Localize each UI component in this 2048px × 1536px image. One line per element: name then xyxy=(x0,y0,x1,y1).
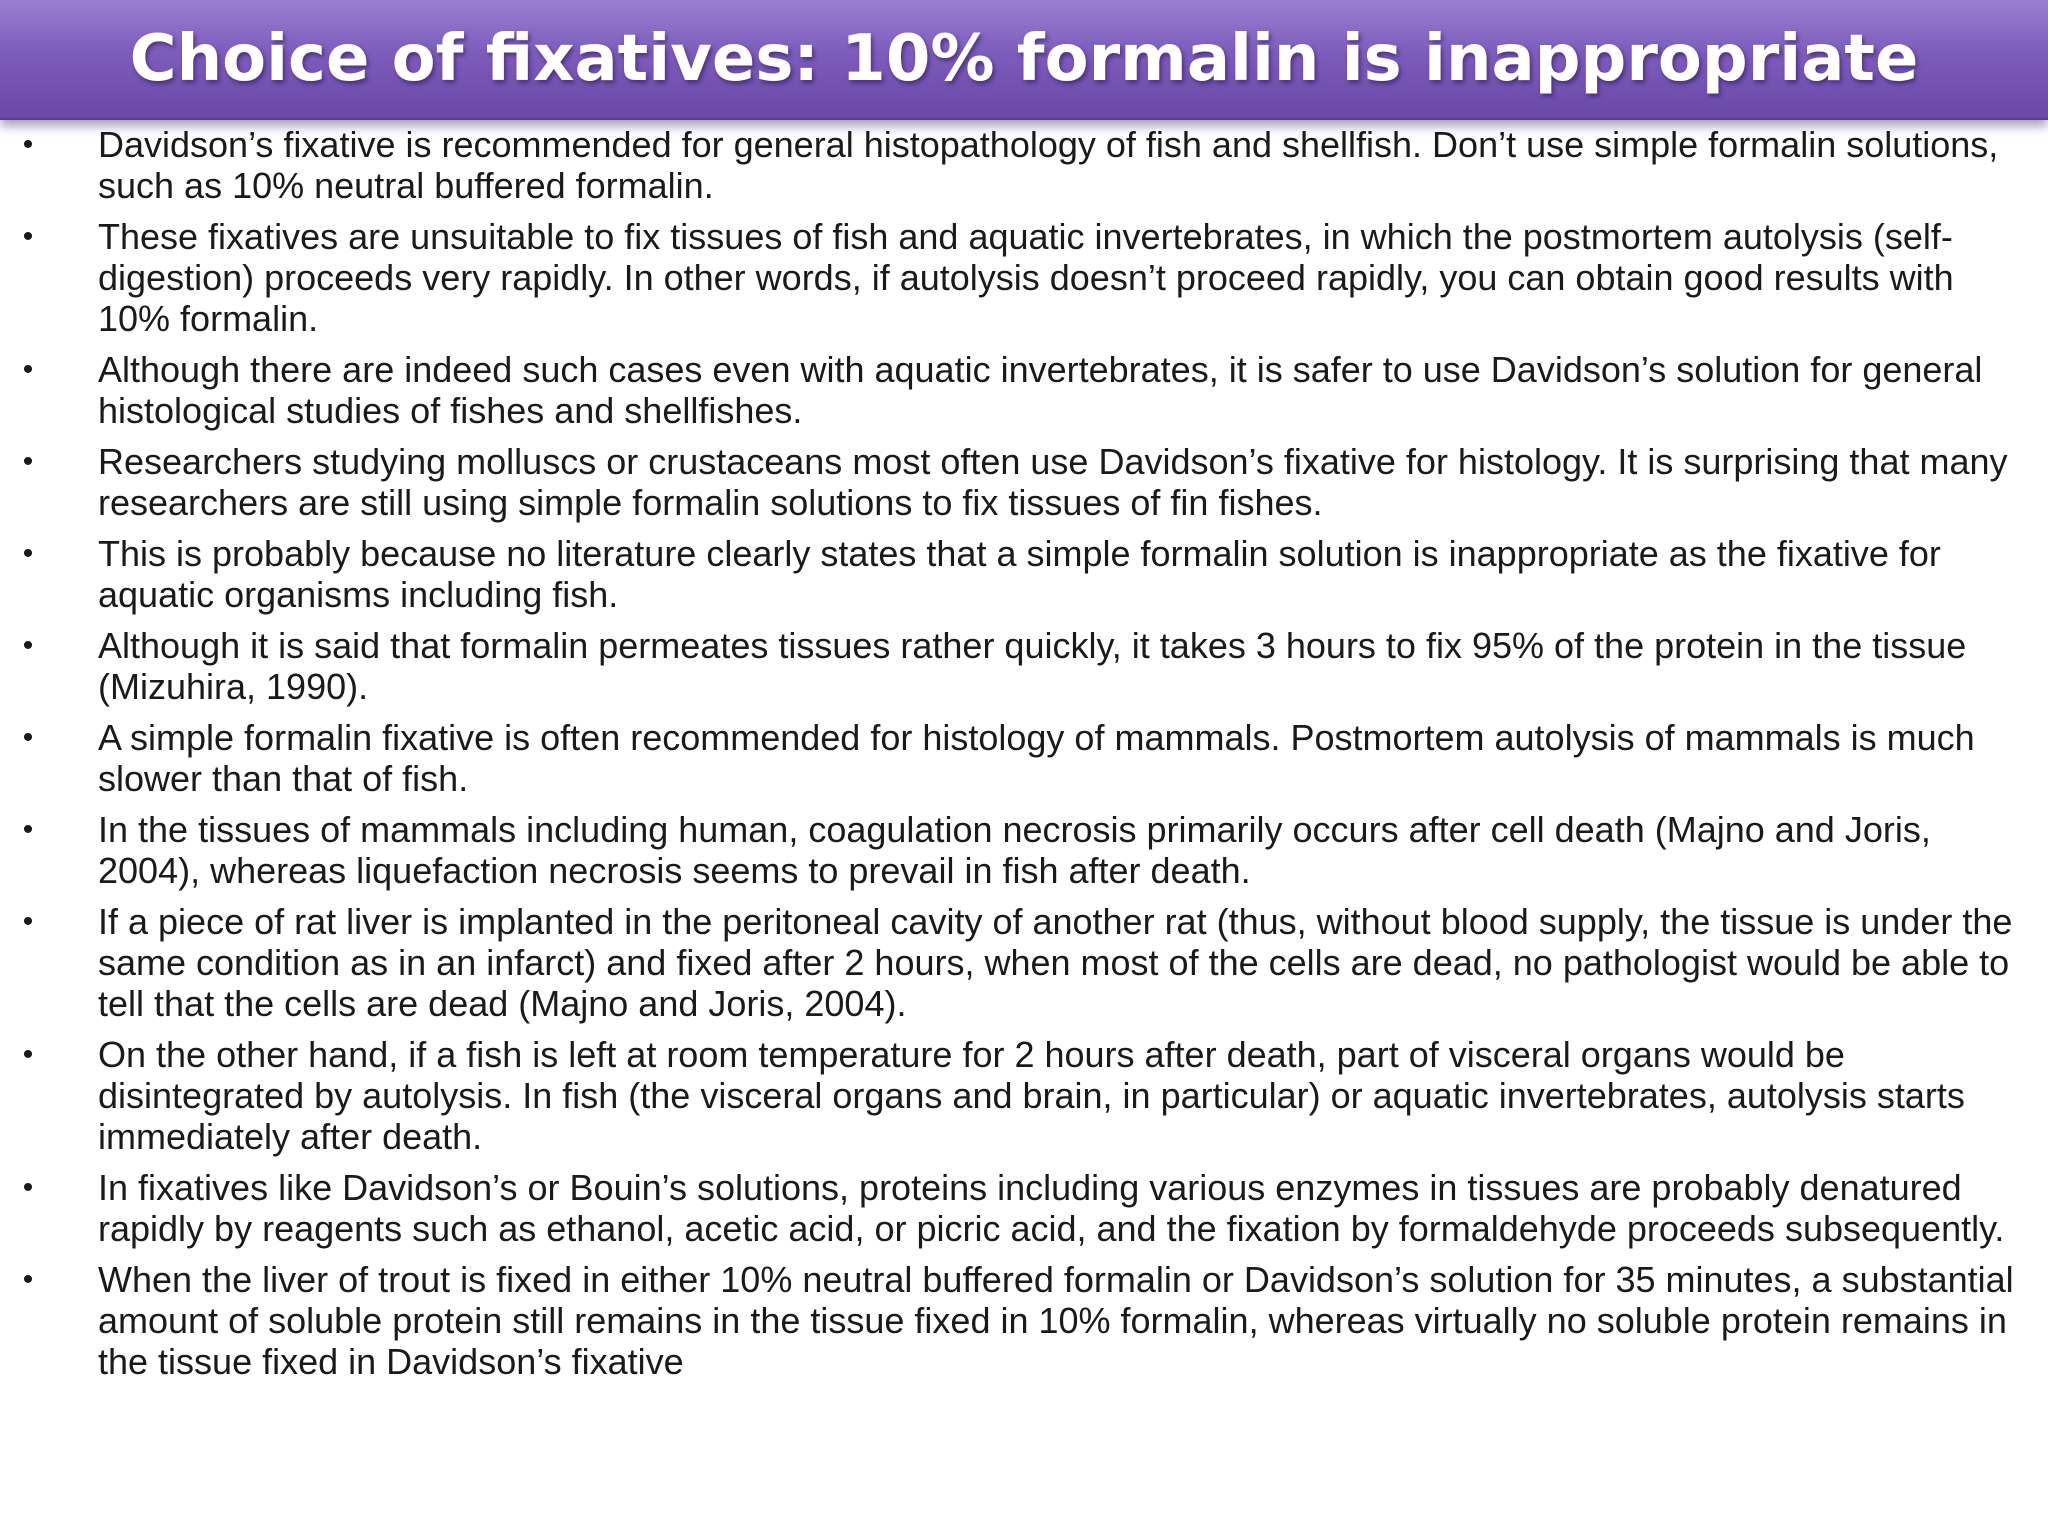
bullet-text: Researchers studying molluscs or crustaceans most often use Davidson’s fixative for histology. It is surprising that many researchers are still using simple formalin solutions to fix tissues of fin fishes. xyxy=(98,441,2008,523)
bullet-text: Although it is said that formalin permeates tissues rather quickly, it takes 3 hours to fix 95% of the protein in the tissue (Mizuhira, 1990). xyxy=(98,625,1967,707)
bullet-marker: • xyxy=(22,537,34,570)
bullet-item xyxy=(0,1034,2048,1157)
bullet-item xyxy=(0,717,2048,799)
bullet-text: In the tissues of mammals including human, coagulation necrosis primarily occurs after cell death (Majno and Joris, 2004), whereas liquefaction necrosis seems to prevail in fish after death. xyxy=(98,809,1931,891)
bullet-text: These fixatives are unsuitable to fix tissues of fish and aquatic invertebrates, in which the postmortem autolysis (self-digestion) proceeds very rapidly. In other words, if autolysis doesn’t proceed rapidly, you can obtain good results with 10% formalin. xyxy=(98,216,1954,339)
bullet-text: In fixatives like Davidson’s or Bouin’s solutions, proteins including various enzymes in tissues are probably denatured rapidly by reagents such as ethanol, acetic acid, or picric acid, and the fixation by formaldehyde proceeds subsequently. xyxy=(98,1167,2005,1249)
bullet-item xyxy=(0,809,2048,891)
title-bar xyxy=(0,0,2048,120)
bullet-marker: • xyxy=(22,629,34,662)
bullet-item xyxy=(0,441,2048,523)
bullet-text: This is probably because no literature clearly states that a simple formalin solution is inappropriate as the fixative for aquatic organisms including fish. xyxy=(98,533,1941,615)
bullet-item xyxy=(0,1259,2048,1382)
slide-title: Choice of fixatives: 10% formalin is inappropriate xyxy=(129,22,1919,96)
bullet-marker: • xyxy=(22,813,34,846)
bullet-marker: • xyxy=(22,220,34,253)
bullet-text: If a piece of rat liver is implanted in the peritoneal cavity of another rat (thus, without blood supply, the tissue is under the same condition as in an infarct) and fixed after 2 hours, when most of the cells are dead, no pathologist would be able to tell that the cells are dead (Majno and Joris, 2004). xyxy=(98,901,2013,1024)
bullet-text: Davidson’s fixative is recommended for general histopathology of fish and shellfish. Don’t use simple formalin solutions, such as 10% neutral buffered formalin. xyxy=(98,124,1999,206)
bullet-marker: • xyxy=(22,1038,34,1071)
bullet-text: On the other hand, if a fish is left at room temperature for 2 hours after death, part of visceral organs would be disintegrated by autolysis. In fish (the visceral organs and brain, in particular) or aquatic invertebrates, autolysis starts immediately after death. xyxy=(98,1034,1965,1157)
bullet-marker: • xyxy=(22,128,34,161)
bullet-item xyxy=(0,216,2048,339)
bullet-marker: • xyxy=(22,353,34,386)
bullet-list xyxy=(0,124,2048,1382)
bullet-item xyxy=(0,901,2048,1024)
bullet-marker: • xyxy=(22,1263,34,1296)
bullet-marker: • xyxy=(22,1171,34,1204)
bullet-item xyxy=(0,349,2048,431)
bullet-text: A simple formalin fixative is often recommended for histology of mammals. Postmortem autolysis of mammals is much slower than that of fish. xyxy=(98,717,1975,799)
bullet-text: Although there are indeed such cases even with aquatic invertebrates, it is safer to use Davidson’s solution for general histological studies of fishes and shellfishes. xyxy=(98,349,1983,431)
bullet-marker: • xyxy=(22,721,34,754)
bullet-marker: • xyxy=(22,905,34,938)
bullet-item xyxy=(0,124,2048,206)
bullet-item xyxy=(0,1167,2048,1249)
slide-body xyxy=(0,124,2048,1524)
bullet-item xyxy=(0,625,2048,707)
bullet-item xyxy=(0,533,2048,615)
bullet-text: When the liver of trout is fixed in either 10% neutral buffered formalin or Davidson’s solution for 35 minutes, a substantial amount of soluble protein still remains in the tissue fixed in 10% formalin, whereas virtually no soluble protein remains in the tissue fixed in Davidson’s fixative xyxy=(98,1259,2014,1382)
bullet-marker: • xyxy=(22,445,34,478)
